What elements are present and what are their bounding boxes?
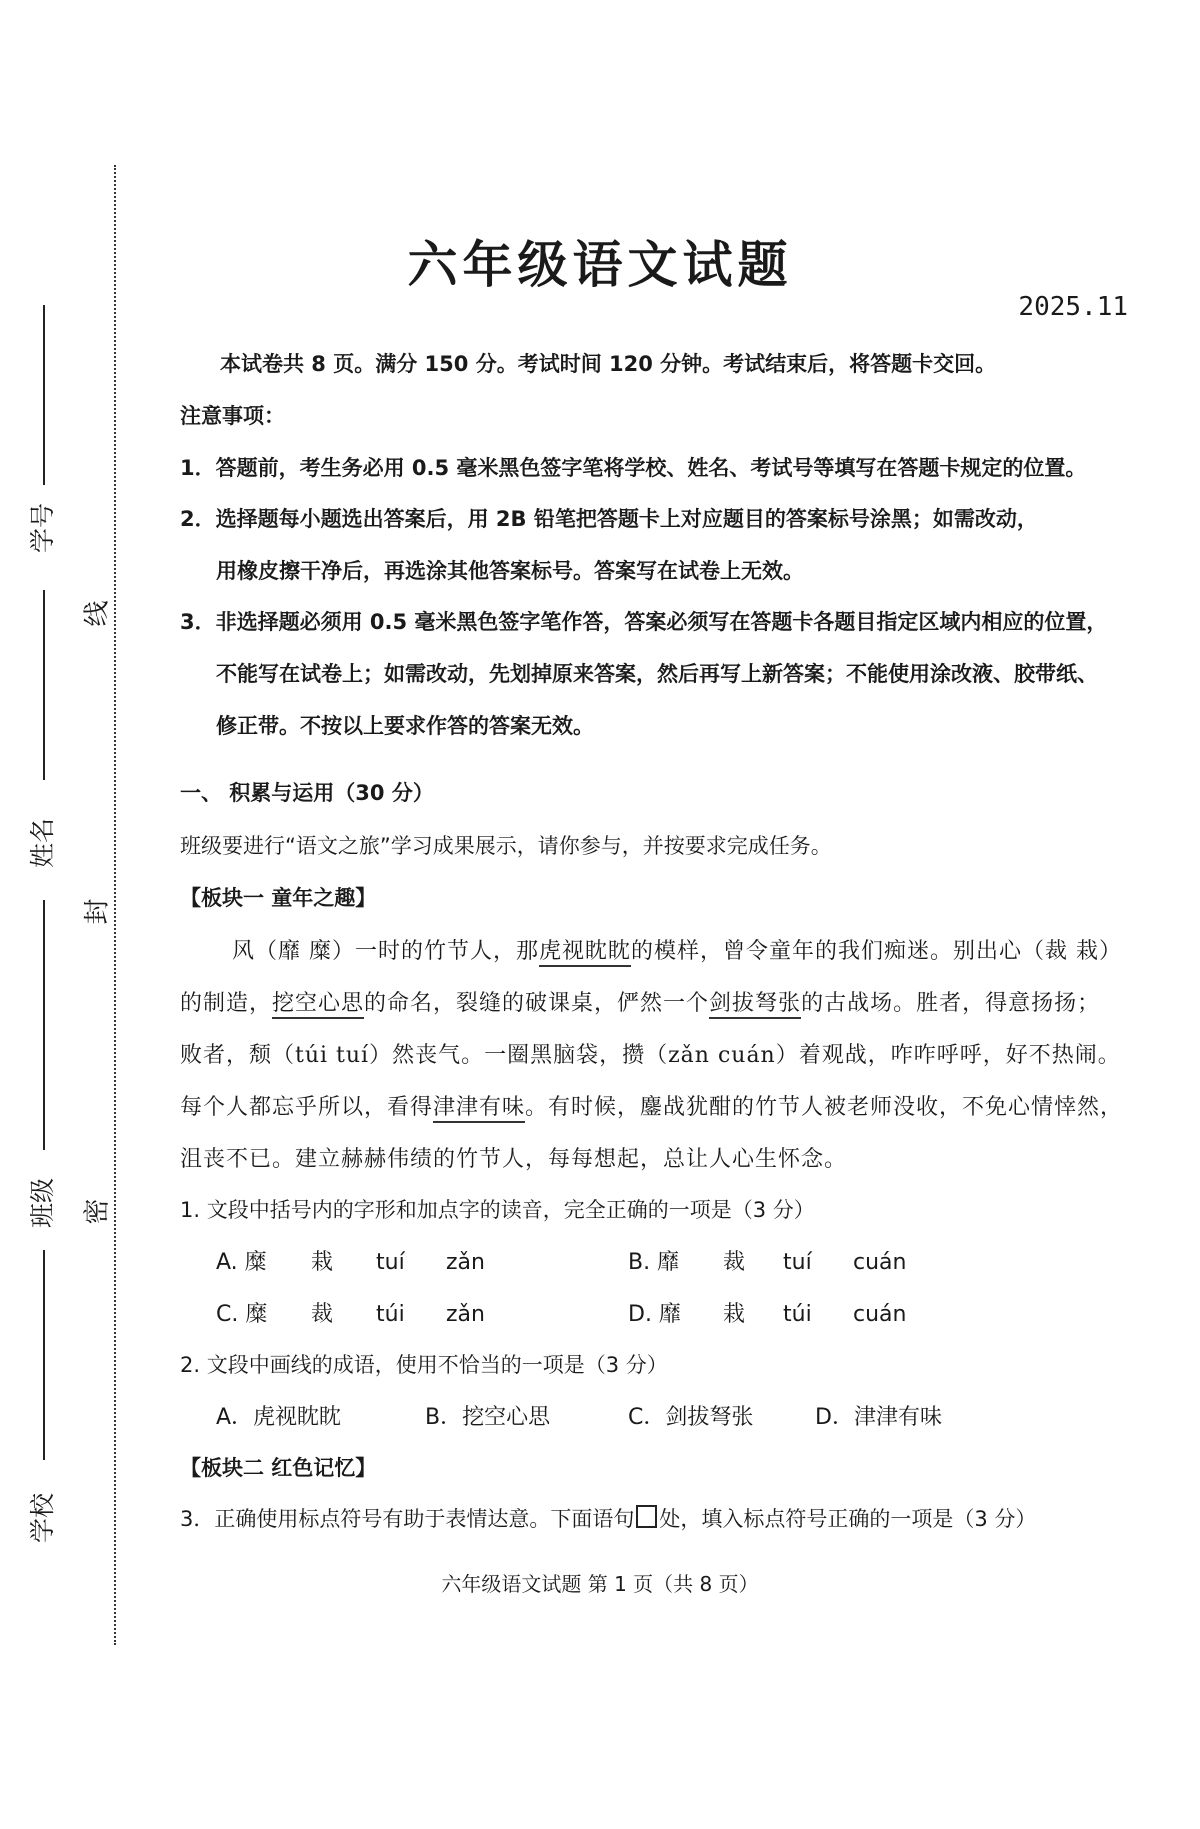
option-text: tuí — [783, 1250, 812, 1275]
idiom-underlined: 虎视眈眈 — [539, 939, 631, 967]
school-line — [43, 1250, 45, 1460]
name-line — [43, 590, 45, 780]
passage-line-2 — [180, 986, 1100, 1017]
block-1-title: 【板块一 童年之趣】 — [180, 886, 377, 910]
note-2-line-2: 用橡皮擦干净后，再选涂其他答案标号。答案写在试卷上无效。 — [216, 559, 804, 583]
student-no-label: 学号 — [28, 502, 58, 554]
option-text: tuí — [376, 1250, 405, 1275]
question-2-stem: 2. 文段中画线的成语，使用不恰当的一项是（3 分） — [180, 1353, 668, 1377]
option-text: zǎn — [446, 1302, 485, 1327]
option-text: B. 靡 — [628, 1250, 680, 1275]
exam-date: 2025.11 — [1018, 292, 1128, 322]
exam-title: 六年级语文试题 — [407, 236, 793, 294]
idiom-underlined: 剑拔弩张 — [709, 991, 801, 1019]
note-3-line-3: 修正带。不按以上要求作答的答案无效。 — [216, 714, 594, 738]
q2-option-c[interactable]: C．剑拔弩张 — [628, 1405, 754, 1430]
exam-intro: 本试卷共 8 页。满分 150 分。考试时间 120 分钟。考试结束后，将答题卡交回。 — [220, 352, 997, 376]
passage-text: 每个人都忘乎所以，看得 — [180, 1095, 434, 1120]
school-label: 学校 — [28, 1492, 58, 1544]
page-footer: 六年级语文试题 第 1 页（共 8 页） — [441, 1572, 759, 1596]
block-2-title: 【板块二 红色记忆】 — [180, 1456, 377, 1480]
passage-line-4 — [180, 1090, 1123, 1121]
passage-text: 的命名，裂缝的破课桌，俨然一个 — [364, 991, 710, 1016]
note-3-line-1: 3．非选择题必须用 0.5 毫米黑色签字笔作答，答案必须写在答题卡各题目指定区域内相应的位置， — [180, 610, 1108, 634]
note-3-line-2: 不能写在试卷上；如需改动，先划掉原来答案，然后再写上新答案；不能使用涂改液、胶带纸、 — [216, 662, 1098, 686]
passage-line-5: 沮丧不已。建立赫赫伟绩的竹节人，每每想起，总让人心生怀念。 — [180, 1147, 848, 1172]
option-text: cuán — [853, 1302, 907, 1327]
option-text: C. 糜 — [216, 1302, 268, 1327]
passage-text: 的古战场。胜者，得意扬扬； — [801, 991, 1101, 1016]
note-2-line-1: 2．选择题每小题选出答案后，用 2B 铅笔把答题卡上对应题目的答案标号涂黑；如需改动， — [180, 507, 1038, 531]
idiom-underlined: 挖空心思 — [272, 991, 364, 1019]
passage-text: 风（靡 糜）一时的竹节人，那 — [232, 939, 539, 964]
student-no-line — [43, 305, 45, 485]
passage-line-1 — [232, 934, 1122, 965]
option-text: zǎn — [446, 1250, 485, 1275]
passage-text: 的模样，曾令童年的我们痴迷。别出心（裁 栽） — [631, 939, 1123, 964]
section-1-task: 班级要进行“语文之旅”学习成果展示，请你参与，并按要求完成任务。 — [180, 834, 832, 858]
binding-dotted-line — [114, 165, 116, 1645]
question-3-stem-part-2: 处，填入标点符号正确的一项是（3 分） — [659, 1507, 1037, 1531]
notes-heading: 注意事项： — [180, 404, 285, 428]
name-label: 姓名 — [28, 817, 58, 869]
seal-char-seal: 封 — [82, 898, 113, 925]
option-text: 裁 — [723, 1250, 746, 1275]
section-1-heading: 一、 积累与运用（30 分） — [180, 781, 434, 805]
option-text: túi — [376, 1302, 405, 1327]
idiom-underlined: 津津有味 — [433, 1095, 525, 1123]
option-text: túi — [783, 1302, 812, 1327]
option-text: 栽 — [723, 1302, 746, 1327]
question-3-stem — [180, 1503, 1036, 1533]
option-text: cuán — [853, 1250, 907, 1275]
seal-char-secret: 密 — [82, 1198, 113, 1225]
option-text: A. 糜 — [216, 1250, 267, 1275]
q1-option-c[interactable] — [216, 1297, 485, 1328]
q1-option-b[interactable] — [628, 1245, 906, 1276]
q2-option-d[interactable]: D．津津有味 — [815, 1405, 942, 1430]
option-text: 栽 — [311, 1250, 334, 1275]
q1-option-a[interactable] — [216, 1245, 485, 1276]
passage-line-3: 败者，颓（túi tuí）然丧气。一圈黑脑袋，攒（zǎn cuán）着观战，咋咋呼呼，好不热闹。 — [180, 1043, 1121, 1068]
question-3-stem-part-1: 3．正确使用标点符号有助于表情达意。下面语句 — [180, 1507, 635, 1531]
class-line — [43, 900, 45, 1150]
blank-box-icon — [636, 1505, 657, 1528]
class-label: 班级 — [28, 1177, 58, 1229]
seal-char-line: 线 — [82, 600, 113, 627]
passage-text: 。有时候，鏖战犹酣的竹节人被老师没收，不免心情悻然， — [525, 1095, 1124, 1120]
passage-text: 的制造， — [180, 991, 273, 1016]
question-1-stem: 1. 文段中括号内的字形和加点字的读音，完全正确的一项是（3 分） — [180, 1198, 815, 1222]
option-text: D. 靡 — [628, 1302, 681, 1327]
q1-option-d[interactable] — [628, 1297, 906, 1328]
note-1: 1．答题前，考生务必用 0.5 毫米黑色签字笔将学校、姓名、考试号等填写在答题卡规定的位置。 — [180, 456, 1087, 480]
option-text: 裁 — [311, 1302, 334, 1327]
q2-option-a[interactable]: A．虎视眈眈 — [216, 1405, 342, 1430]
q2-option-b[interactable]: B．挖空心思 — [425, 1405, 551, 1430]
